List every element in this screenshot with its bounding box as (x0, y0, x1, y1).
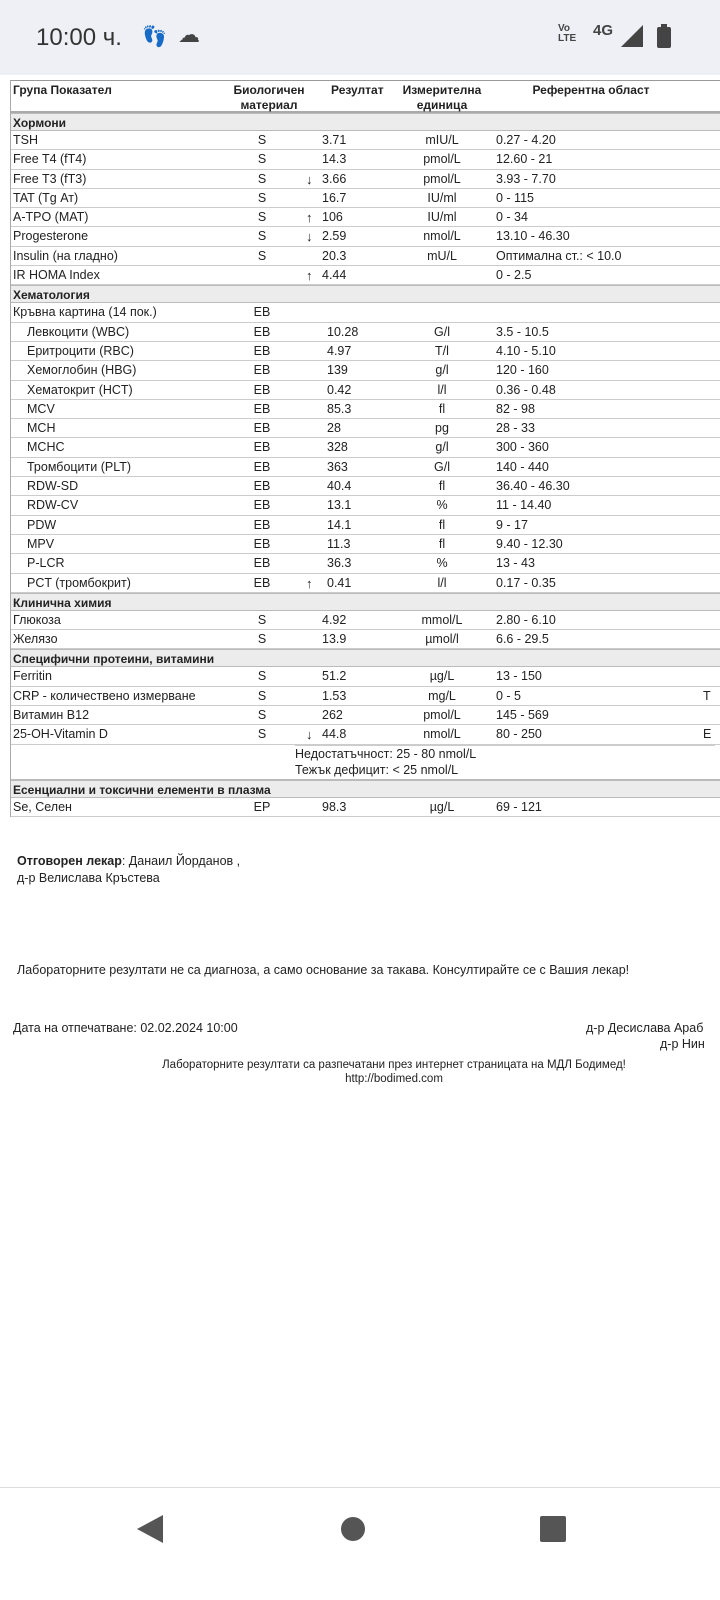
test-name: MCH (27, 421, 56, 436)
unit: fl (438, 479, 446, 494)
table-row (11, 303, 720, 322)
table-row (11, 554, 720, 573)
material: S (257, 152, 267, 167)
result-value: 36.3 (327, 556, 352, 571)
reference-range: 140 - 440 (496, 459, 549, 474)
material: EB (253, 305, 271, 320)
recents-button[interactable] (540, 1516, 566, 1542)
footsteps-icon: 👣 (142, 26, 167, 48)
reference-range: 120 - 160 (496, 363, 549, 378)
section-title: Клинична химия (11, 593, 720, 611)
reference-range: 36.40 - 46.30 (496, 479, 570, 494)
result-value: 51.2 (322, 669, 347, 684)
table-row (11, 208, 720, 227)
battery-icon (656, 24, 672, 48)
result-value: 4.97 (327, 343, 352, 358)
reference-range: 2.80 - 6.10 (496, 612, 556, 627)
reference-range: 13.10 - 46.30 (496, 229, 570, 244)
table-row (11, 419, 720, 438)
unit: nmol/L (423, 229, 461, 244)
test-name: Se, Селен (13, 799, 72, 814)
reference-range: 13 - 43 (496, 556, 535, 571)
result-value: 139 (327, 363, 348, 378)
test-name: IR HOMA Index (13, 268, 100, 283)
unit: pmol/L (423, 152, 461, 167)
section-title: Есенциални и токсични елементи в плазма (11, 780, 720, 798)
material: S (257, 632, 267, 647)
volte-icon: Vo LTE (558, 23, 577, 44)
material: EB (253, 401, 271, 416)
unit: pg (435, 421, 449, 436)
table-row (11, 361, 720, 380)
home-button[interactable] (340, 1516, 366, 1542)
test-name: Ferritin (13, 669, 52, 684)
unit: mg/L (428, 688, 456, 703)
results-table (10, 80, 720, 817)
table-row (11, 131, 720, 150)
table-row (11, 170, 720, 189)
result-value: 98.3 (322, 799, 347, 814)
material: EB (253, 459, 271, 474)
reference-range: 82 - 98 (496, 401, 535, 416)
result-value: 262 (322, 708, 343, 723)
reference-range: 11 - 14.40 (496, 498, 552, 513)
test-name: Желязо (13, 632, 58, 647)
table-row (11, 611, 720, 630)
result-value: 3.71 (322, 133, 347, 147)
test-name: TSH (13, 133, 38, 147)
result-value: 0.41 (327, 575, 352, 590)
reference-range: 9 - 17 (496, 517, 528, 532)
reference-range: 3.93 - 7.70 (496, 171, 556, 186)
result-value: 363 (327, 459, 348, 474)
unit: mU/L (427, 248, 457, 263)
material: EB (253, 343, 271, 358)
result-value: 14.3 (322, 152, 347, 167)
table-row (11, 477, 720, 496)
test-name: RDW-SD (27, 479, 79, 494)
result-value: 13.9 (322, 632, 347, 647)
unit: mIU/L (425, 133, 459, 147)
reference-range: 28 - 33 (496, 421, 535, 436)
material: S (257, 612, 267, 627)
signature-1: д-р Десислава Араб (586, 1021, 704, 1035)
material: EB (253, 556, 271, 571)
material: S (257, 210, 267, 225)
signature-2: д-р Нин (660, 1037, 705, 1051)
note-line: Недостатъчност: 25 - 80 nmol/L (295, 746, 477, 761)
table-row (11, 323, 720, 342)
responsible-doctor (17, 853, 240, 887)
unit: IU/ml (427, 190, 457, 205)
test-name: TAT (Tg Ат) (13, 190, 79, 205)
table-row (11, 438, 720, 457)
material: S (257, 133, 267, 147)
material: EB (253, 479, 271, 494)
result-value: 0.42 (327, 382, 352, 397)
reference-range: 13 - 150 (496, 669, 542, 684)
test-name: Free T4 (fT4) (13, 152, 87, 167)
table-row (11, 400, 720, 419)
arrow-up-icon: ↑ (306, 268, 313, 284)
material: EB (253, 517, 271, 532)
material: S (257, 171, 267, 186)
unit: G/l (434, 459, 450, 474)
material: S (257, 708, 267, 723)
result-value: 13.1 (327, 498, 352, 513)
material: EB (253, 324, 271, 339)
reference-range: 0.27 - 4.20 (496, 133, 556, 147)
col-unit: Измерителна единица (402, 83, 482, 112)
doctor-label: Отговорен лекар (17, 854, 122, 868)
test-name: Тромбоцити (PLT) (27, 459, 132, 474)
unit: l/l (437, 382, 447, 397)
result-value: 14.1 (327, 517, 352, 532)
col-group: Група Показател (13, 83, 112, 97)
table-row (11, 150, 720, 169)
notes-text (295, 745, 715, 778)
test-name: 25-OH-Vitamin D (13, 727, 108, 742)
printed-note: Лабораторните резултати са разпечатани през интернет страницата на МДЛ Бодимед! (162, 1059, 626, 1071)
col-material: Биологичен материал (233, 83, 305, 112)
unit: % (436, 556, 448, 571)
table-row (11, 247, 720, 266)
clock: 10:00 ч. (36, 24, 122, 51)
table-row (11, 516, 720, 535)
unit: pmol/L (423, 708, 461, 723)
test-name: MCV (27, 401, 55, 416)
material: EB (253, 440, 271, 455)
table-row (11, 227, 720, 246)
table-row (11, 725, 720, 744)
unit: pmol/L (423, 171, 461, 186)
material: S (257, 688, 267, 703)
unit: l/l (437, 575, 447, 590)
section-title: Специфични протеини, витамини (11, 649, 720, 667)
website-link[interactable]: http://bodimed.com (345, 1073, 443, 1085)
unit: G/l (434, 324, 450, 339)
reference-range: Оптимална ст.: < 10.0 (496, 248, 622, 263)
reference-range: 4.10 - 5.10 (496, 343, 556, 358)
test-name: Глюкоза (13, 612, 61, 627)
doctor2: д-р Велислава Кръстева (17, 871, 160, 885)
test-name: PDW (27, 517, 57, 532)
material: EB (253, 382, 271, 397)
table-row (11, 667, 720, 686)
material: EB (253, 421, 271, 436)
disclaimer: Лабораторните резултати не са диагноза, а само основание за такава. Консултирайте се с Вашия лекар! (17, 963, 630, 977)
back-button[interactable] (137, 1515, 163, 1543)
test-name: Кръвна картина (14 пок.) (13, 305, 157, 320)
signal-icon (621, 25, 643, 47)
table-row (11, 342, 720, 361)
reference-range: 69 - 121 (496, 799, 542, 814)
table-row (11, 630, 720, 649)
material: EB (253, 536, 271, 551)
test-name: MCHC (27, 440, 65, 455)
table-row (11, 798, 720, 817)
reference-range: 9.40 - 12.30 (496, 536, 563, 551)
table-row (11, 706, 720, 725)
cloud-icon: ☁ (178, 22, 200, 47)
unit: µmol/l (425, 632, 459, 647)
unit: µg/L (429, 669, 455, 684)
test-name: MPV (27, 536, 55, 551)
test-name: CRP - количествено измерване (13, 688, 196, 703)
test-name: Insulin (на гладно) (13, 248, 118, 263)
unit: T/l (435, 343, 449, 358)
unit: % (436, 498, 448, 513)
clipped-text: T (703, 688, 711, 703)
result-value: 40.4 (327, 479, 352, 494)
reference-range: 80 - 250 (496, 727, 542, 742)
reference-range: 0.36 - 0.48 (496, 382, 556, 397)
result-value: 20.3 (322, 248, 347, 263)
result-value: 28 (327, 421, 341, 436)
material: S (257, 190, 267, 205)
reference-range: 0 - 2.5 (496, 268, 532, 283)
material: S (257, 248, 267, 263)
test-name: Хематокрит (HCT) (27, 382, 133, 397)
reference-range: 0 - 115 (496, 190, 534, 205)
reference-range: 12.60 - 21 (496, 152, 553, 167)
navigation-bar (0, 1487, 720, 1600)
col-result: Резултат (331, 83, 384, 97)
reference-range: 300 - 360 (496, 440, 549, 455)
table-row (11, 381, 720, 400)
reference-range: 0.17 - 0.35 (496, 575, 556, 590)
table-header (11, 80, 720, 113)
reference-range: 0 - 5 (496, 688, 522, 703)
doctor-names: : Данаил Йорданов , (121, 854, 241, 868)
section-title: Хематология (11, 285, 720, 303)
unit: g/l (435, 363, 449, 378)
table-row (11, 574, 720, 593)
table-row (11, 496, 720, 515)
result-value: 2.59 (322, 229, 347, 244)
result-value: 44.8 (322, 727, 347, 742)
material: EP (253, 799, 271, 814)
reference-range: 145 - 569 (496, 708, 549, 723)
result-value: 85.3 (327, 401, 352, 416)
result-value: 10.28 (327, 324, 359, 339)
arrow-down-icon: ↓ (306, 171, 313, 187)
unit: µg/L (429, 799, 455, 814)
result-value: 3.66 (322, 171, 347, 186)
result-value: 106 (322, 210, 343, 225)
test-name: Progesterone (13, 229, 89, 244)
clipped-text: E (703, 727, 712, 742)
result-value: 328 (327, 440, 348, 455)
section-title: Хормони (11, 113, 720, 131)
result-value: 4.92 (322, 612, 347, 627)
material: EB (253, 575, 271, 590)
result-value: 4.44 (322, 268, 347, 283)
unit: fl (438, 401, 446, 416)
reference-notes (11, 745, 720, 780)
status-bar (0, 0, 720, 75)
table-row (11, 687, 720, 706)
table-row (11, 189, 720, 208)
arrow-up-icon: ↑ (306, 575, 313, 591)
material: S (257, 669, 267, 684)
test-name: Еритроцити (RBC) (27, 343, 134, 358)
arrow-down-icon: ↓ (306, 229, 313, 245)
test-name: P-LCR (27, 556, 65, 571)
material: EB (253, 363, 271, 378)
reference-range: 6.6 - 29.5 (496, 632, 549, 647)
table-row (11, 458, 720, 477)
result-value: 1.53 (322, 688, 347, 703)
test-name: PCT (тромбокрит) (27, 575, 131, 590)
col-reference: Референтна област (532, 83, 650, 97)
print-date: Дата на отпечатване: 02.02.2024 10:00 (13, 1021, 238, 1035)
table-row (11, 535, 720, 554)
unit: fl (438, 536, 446, 551)
unit: mmol/L (421, 612, 463, 627)
material: S (257, 229, 267, 244)
test-name: Free T3 (fT3) (13, 171, 87, 186)
test-name: Хемоглобин (HBG) (27, 363, 137, 378)
test-name: Левкоцити (WBC) (27, 324, 130, 339)
test-name: RDW-CV (27, 498, 79, 513)
test-name: Витамин B12 (13, 708, 90, 723)
arrow-down-icon: ↓ (306, 727, 313, 743)
table-row (11, 266, 720, 285)
reference-range: 3.5 - 10.5 (496, 324, 549, 339)
result-value: 16.7 (322, 190, 347, 205)
material: S (257, 727, 267, 742)
material: EB (253, 498, 271, 513)
unit: g/l (435, 440, 449, 455)
unit: fl (438, 517, 446, 532)
reference-range: 0 - 34 (496, 210, 528, 225)
arrow-up-icon: ↑ (306, 210, 313, 226)
unit: nmol/L (423, 727, 461, 742)
network-type: 4G (593, 22, 614, 39)
result-value: 11.3 (327, 536, 351, 551)
note-line: Тежък дефицит: < 25 nmol/L (295, 762, 459, 777)
test-name: A-TPO (MAT) (13, 210, 89, 225)
unit: IU/ml (427, 210, 457, 225)
